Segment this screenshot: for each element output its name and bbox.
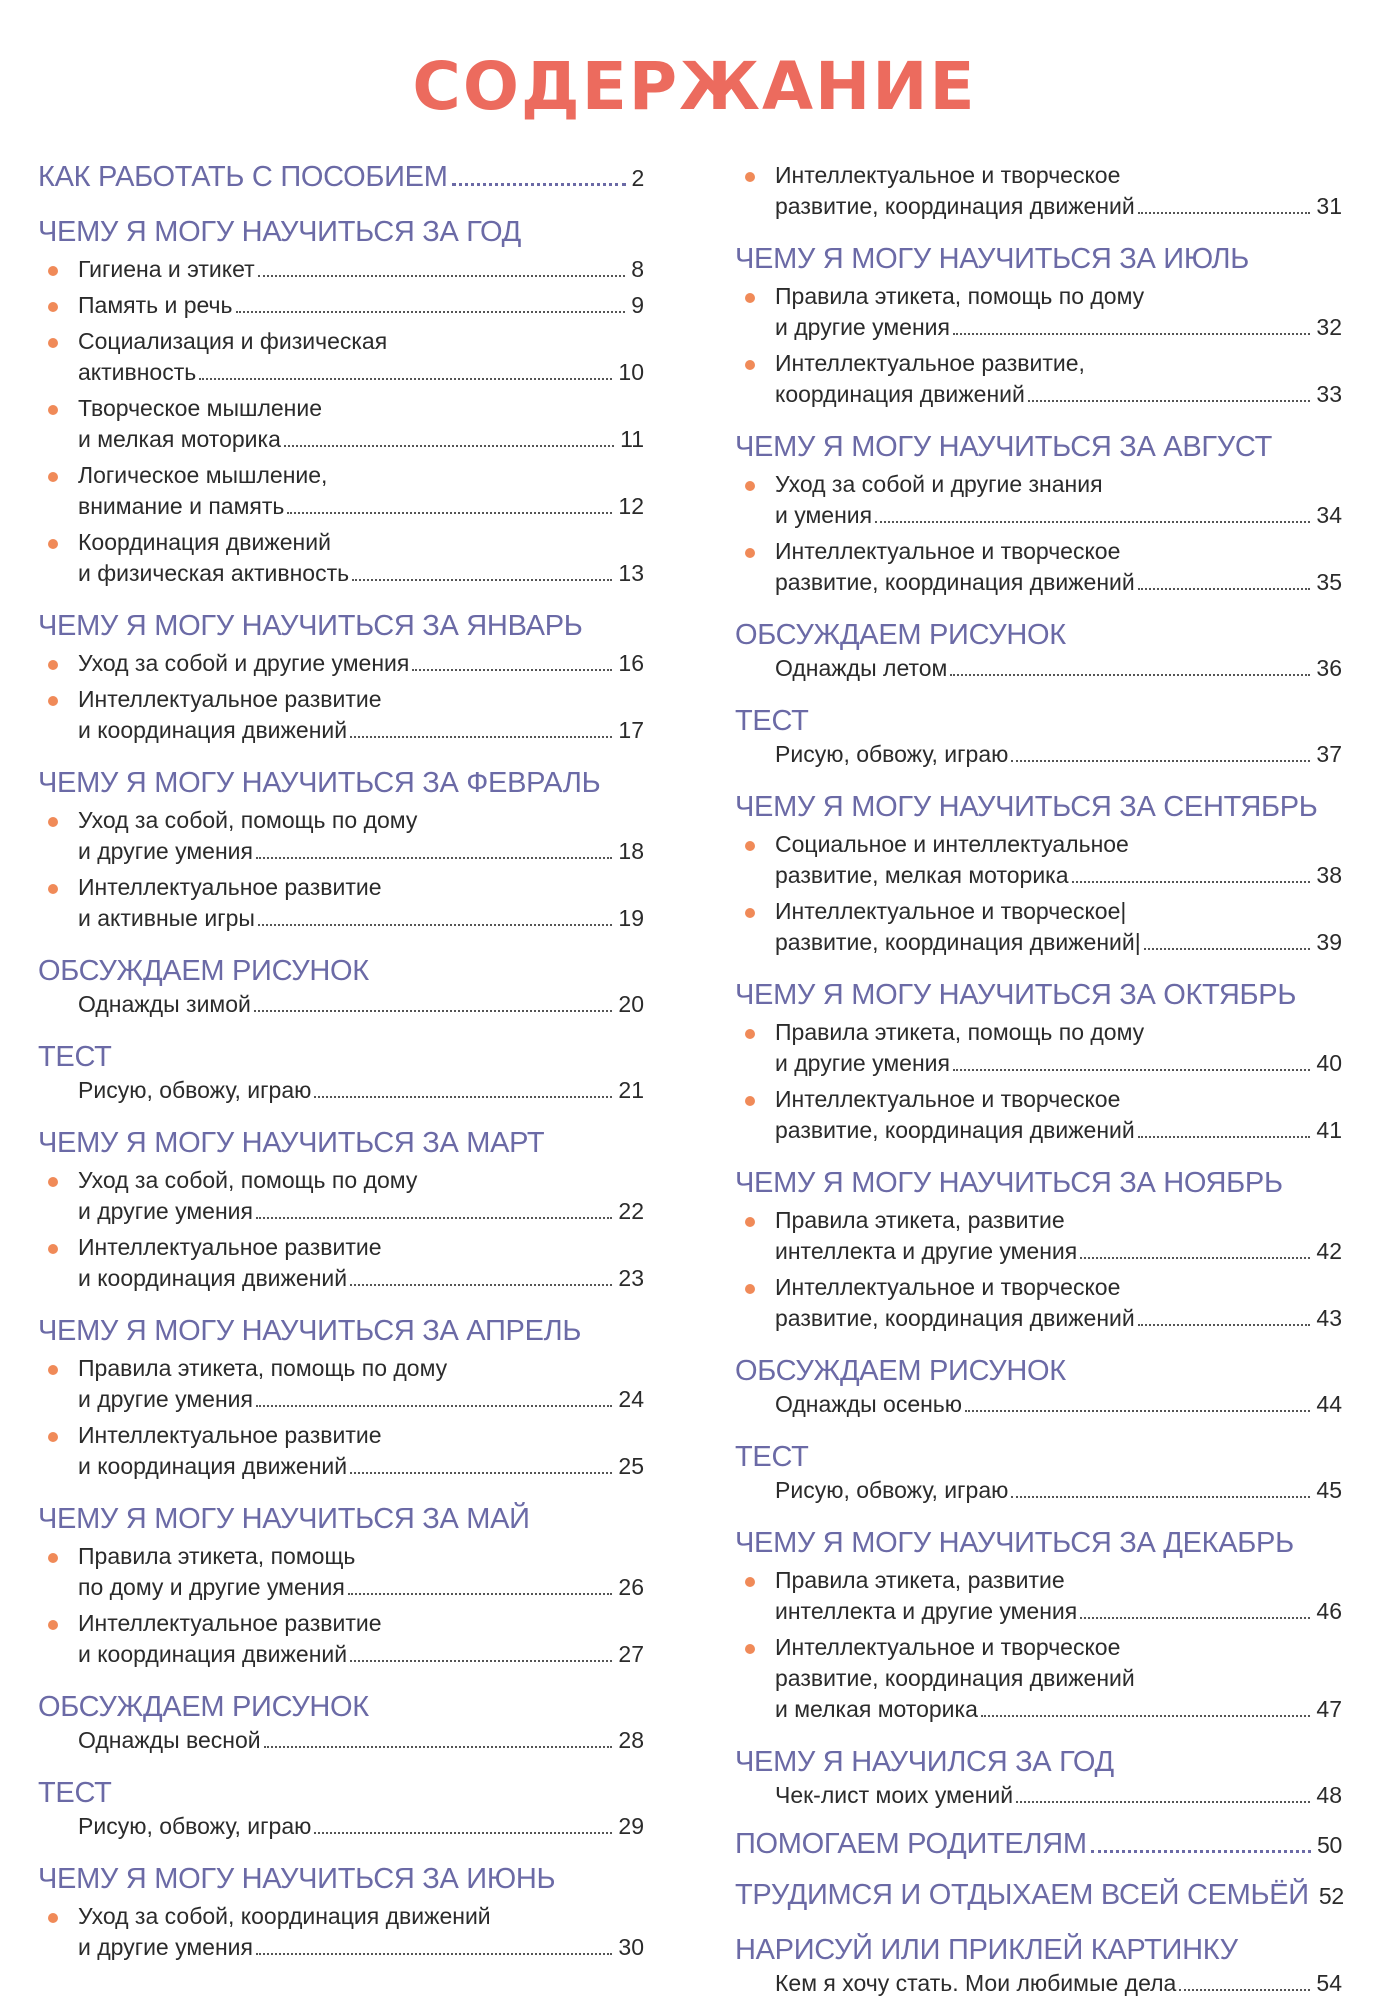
entry-last-line [775, 1303, 1342, 1334]
page-number: 45 [1316, 1477, 1342, 1503]
page-number: 20 [618, 991, 644, 1017]
page-number: 43 [1316, 1305, 1342, 1331]
entry-text-line: Социализация и физическая [78, 328, 388, 354]
entry-text: по дому и другие умения [78, 1574, 345, 1600]
entry-text: Кем я хочу стать. Мои любимые дела [775, 1970, 1177, 1996]
entry-last-line [78, 491, 644, 522]
entry-text-line: Интеллектуальное и творческое [775, 1274, 1121, 1300]
bullet-dot-icon [745, 1284, 755, 1294]
section-heading[interactable]: ТЕСТ [38, 1777, 112, 1809]
page-number: 31 [1316, 193, 1342, 219]
toc-entry[interactable] [38, 872, 644, 934]
section-heading-link[interactable] [38, 160, 644, 195]
page-number: 23 [618, 1265, 644, 1291]
entry-last-line [78, 715, 644, 746]
bullet-dot-icon [745, 548, 755, 558]
toc-entry[interactable] [38, 684, 644, 746]
entry-text: Рисую, обвожу, играю [775, 741, 1009, 767]
entry-text: развитие, координация движений [775, 1117, 1135, 1143]
entry-text: и мелкая моторика [775, 1696, 978, 1722]
entry-text-line: Правила этикета, развитие [775, 1207, 1065, 1233]
dot-leader [981, 1715, 1311, 1717]
page-number: 36 [1316, 655, 1342, 681]
dot-leader [1144, 948, 1311, 950]
bullet-dot-icon [745, 481, 755, 491]
entry-text-line: Правила этикета, помощь по дому [78, 1355, 448, 1381]
entry-last-line [78, 424, 644, 455]
entry-text-line: Интеллектуальное и творческое| [775, 898, 1127, 924]
page-number: 41 [1316, 1117, 1342, 1143]
dot-leader [1138, 1136, 1311, 1138]
section-heading[interactable]: НАРИСУЙ ИЛИ ПРИКЛЕЙ КАРТИНКУ [735, 1934, 1238, 1966]
page-number: 44 [1316, 1391, 1342, 1417]
toc-entry[interactable] [38, 1541, 644, 1603]
bullet-dot-icon [48, 696, 58, 706]
entry-text: и другие умения [775, 1050, 950, 1076]
toc-left-column [38, 160, 644, 1963]
entry-text-line: Координация движений [78, 529, 331, 555]
bullet-dot-icon [48, 405, 58, 415]
page-number: 11 [620, 426, 644, 452]
dot-leader [256, 1405, 612, 1407]
page-number: 9 [631, 292, 644, 318]
toc-subentry[interactable] [735, 1389, 1342, 1420]
entry-last-line [78, 836, 644, 867]
entry-last-line [775, 379, 1342, 410]
entry-text: интеллекта и другие умения [775, 1598, 1078, 1624]
toc-entry[interactable] [735, 896, 1342, 958]
entry-last-line [775, 927, 1342, 958]
entry-text: Память и речь [78, 292, 233, 318]
entry-last-line [78, 558, 644, 589]
bullet-dot-icon [745, 1096, 755, 1106]
entry-last-line [78, 1075, 644, 1106]
entry-last-line [78, 903, 644, 934]
entry-last-line [78, 1811, 644, 1842]
entry-text: Рисую, обвожу, играю [78, 1077, 312, 1103]
section-heading[interactable]: ЧЕМУ Я МОГУ НАУЧИТЬСЯ ЗА ИЮНЬ [38, 1863, 556, 1895]
page-number: 28 [618, 1727, 644, 1753]
toc-entry[interactable] [38, 1420, 644, 1482]
entry-text: и координация движений [78, 1641, 348, 1667]
dot-leader [965, 1410, 1310, 1412]
bullet-dot-icon [48, 302, 58, 312]
entry-text: развитие, координация движений [775, 569, 1135, 595]
entry-text-line: Интеллектуальное развитие [78, 1610, 382, 1636]
entry-last-line [775, 653, 1342, 684]
entry-text: Рисую, обвожу, играю [775, 1477, 1009, 1503]
dot-leader [950, 674, 1310, 676]
dot-leader [875, 521, 1310, 523]
page-number: 54 [1316, 1970, 1342, 1996]
section-heading[interactable]: ЧЕМУ Я МОГУ НАУЧИТЬСЯ ЗА ЯНВАРЬ [38, 610, 583, 642]
page-title: СОДЕРЖАНИЕ [412, 48, 977, 125]
entry-last-line [78, 989, 644, 1020]
dot-leader [1028, 400, 1311, 402]
entry-text: внимание и память [78, 493, 285, 519]
dot-leader [264, 1746, 613, 1748]
entry-text: и физическая активность [78, 560, 350, 586]
entry-text-line: Правила этикета, помощь по дому [775, 283, 1145, 309]
bullet-dot-icon [745, 1029, 755, 1039]
section-heading[interactable]: ОБСУЖДАЕМ РИСУНОК [38, 1691, 369, 1723]
section-heading[interactable]: ЧЕМУ Я НАУЧИЛСЯ ЗА ГОД [735, 1746, 1114, 1778]
page-number: 37 [1316, 741, 1342, 767]
page-number: 33 [1316, 381, 1342, 407]
entry-text: Уход за собой и другие умения [78, 650, 410, 676]
dot-leader [1011, 760, 1310, 762]
dot-leader [953, 333, 1310, 335]
bullet-dot-icon [745, 172, 755, 182]
dot-leader [287, 512, 612, 514]
entry-text: Однажды зимой [78, 991, 251, 1017]
entry-last-line [775, 1048, 1342, 1079]
section-heading[interactable]: ОБСУЖДАЕМ РИСУНОК [735, 1355, 1066, 1387]
toc-entry[interactable] [735, 160, 1342, 222]
bullet-dot-icon [48, 1553, 58, 1563]
section-heading-link[interactable] [735, 1827, 1342, 1862]
section-heading[interactable]: ЧЕМУ Я МОГУ НАУЧИТЬСЯ ЗА СЕНТЯБРЬ [735, 791, 1318, 823]
entry-text-line: Уход за собой и другие знания [775, 471, 1103, 497]
page-number: 47 [1316, 1696, 1342, 1722]
page-number: 25 [618, 1453, 644, 1479]
dot-leader [258, 924, 612, 926]
dot-leader [1016, 1801, 1310, 1803]
bullet-dot-icon [48, 472, 58, 482]
entry-text: и координация движений [78, 1453, 348, 1479]
bullet-dot-icon [48, 1913, 58, 1923]
section-heading[interactable]: ТЕСТ [735, 705, 809, 737]
dot-leader [1072, 881, 1311, 883]
entry-text-line: Творческое мышление [78, 395, 322, 421]
entry-text: и другие умения [775, 314, 950, 340]
page-number: 19 [618, 905, 644, 931]
bullet-dot-icon [48, 1620, 58, 1630]
page-number: 13 [618, 560, 644, 586]
toc-subentry[interactable] [38, 1075, 644, 1106]
toc-right-column [735, 160, 1342, 1999]
dot-leader [256, 857, 612, 859]
page-number: 16 [618, 650, 644, 676]
entry-last-line [775, 500, 1342, 531]
page-number: 35 [1316, 569, 1342, 595]
toc-entry[interactable] [38, 254, 644, 285]
page-number: 42 [1316, 1238, 1342, 1264]
entry-text-line: Правила этикета, помощь [78, 1543, 356, 1569]
toc-entry[interactable] [735, 1205, 1342, 1267]
toc-entry[interactable] [735, 1565, 1342, 1627]
entry-last-line [775, 1596, 1342, 1627]
section-heading[interactable]: ОБСУЖДАЕМ РИСУНОК [735, 619, 1066, 651]
section-heading[interactable]: ЧЕМУ Я МОГУ НАУЧИТЬСЯ ЗА МАЙ [38, 1503, 530, 1535]
toc-subentry[interactable] [735, 1968, 1342, 1999]
dot-leader [452, 183, 626, 186]
page-number: 38 [1316, 862, 1342, 888]
entry-last-line [78, 1263, 644, 1294]
dot-leader [256, 1953, 612, 1955]
entry-text: и другие умения [78, 1934, 253, 1960]
page-number: 17 [618, 717, 644, 743]
entry-text-line: Правила этикета, помощь по дому [775, 1019, 1145, 1045]
entry-text: и умения [775, 502, 873, 528]
bullet-dot-icon [48, 338, 58, 348]
section-heading[interactable]: ЧЕМУ Я МОГУ НАУЧИТЬСЯ ЗА АВГУСТ [735, 431, 1272, 463]
toc-entry[interactable] [735, 281, 1342, 343]
entry-last-line [78, 254, 644, 285]
toc-subentry[interactable] [735, 739, 1342, 770]
entry-text: и координация движений [78, 717, 348, 743]
entry-last-line [775, 567, 1342, 598]
entry-last-line [775, 1389, 1342, 1420]
dot-leader [348, 1593, 613, 1595]
toc-entry[interactable] [38, 1608, 644, 1670]
toc-entry[interactable] [38, 648, 644, 679]
entry-last-line [78, 648, 644, 679]
entry-text-line: Интеллектуальное развитие [78, 1422, 382, 1448]
entry-text-line: Правила этикета, развитие [775, 1567, 1065, 1593]
page-number: 50 [1317, 1832, 1342, 1858]
section-heading[interactable]: ЧЕМУ Я МОГУ НАУЧИТЬСЯ ЗА МАРТ [38, 1127, 545, 1159]
dot-leader [254, 1010, 613, 1012]
entry-last-line [78, 1572, 644, 1603]
dot-leader [1080, 1617, 1310, 1619]
toc-entry[interactable] [38, 805, 644, 867]
bullet-dot-icon [745, 293, 755, 303]
page-number: 34 [1316, 502, 1342, 528]
toc-entry[interactable] [735, 1272, 1342, 1334]
entry-text: Чек-лист моих умений [775, 1782, 1014, 1808]
toc-subentry[interactable] [735, 1780, 1342, 1811]
dot-leader [412, 669, 612, 671]
toc-entry[interactable] [38, 527, 644, 589]
entry-last-line [78, 1932, 644, 1963]
toc-subentry[interactable] [38, 1811, 644, 1842]
entry-last-line [775, 1780, 1342, 1811]
section-heading[interactable]: ЧЕМУ Я МОГУ НАУЧИТЬСЯ ЗА АПРЕЛЬ [38, 1315, 582, 1347]
dot-leader [256, 1217, 612, 1219]
bullet-dot-icon [48, 817, 58, 827]
toc-subentry[interactable] [38, 1725, 644, 1756]
page-number: 40 [1316, 1050, 1342, 1076]
entry-text: Однажды осенью [775, 1391, 963, 1417]
page-number: 18 [618, 838, 644, 864]
entry-text: и другие умения [78, 1198, 253, 1224]
toc-entry[interactable] [38, 326, 644, 388]
page-number: 27 [618, 1641, 644, 1667]
entry-last-line [78, 1196, 644, 1227]
entry-last-line [78, 1639, 644, 1670]
entry-last-line [775, 860, 1342, 891]
entry-text: Рисую, обвожу, играю [78, 1813, 312, 1839]
page-number: 48 [1316, 1782, 1342, 1808]
entry-text-line: Интеллектуальное развитие [78, 1234, 382, 1260]
dot-leader [199, 378, 612, 380]
entry-text: развитие, мелкая моторика [775, 862, 1069, 888]
section-heading[interactable]: ТЕСТ [38, 1041, 112, 1073]
section-heading[interactable]: ЧЕМУ Я МОГУ НАУЧИТЬСЯ ЗА НОЯБРЬ [735, 1167, 1283, 1199]
bullet-dot-icon [48, 266, 58, 276]
entry-text-line: Уход за собой, координация движений [78, 1903, 491, 1929]
toc-entry[interactable] [38, 1901, 644, 1963]
entry-text: Однажды летом [775, 655, 948, 681]
toc-entry[interactable] [38, 393, 644, 455]
entry-last-line [775, 1968, 1342, 1999]
page-number: 30 [618, 1934, 644, 1960]
toc-entry[interactable] [735, 348, 1342, 410]
page-number: 8 [631, 256, 644, 282]
entry-text: интеллекта и другие умения [775, 1238, 1078, 1264]
entry-text-line: Интеллектуальное и творческое [775, 538, 1121, 564]
page-number: 24 [618, 1386, 644, 1412]
bullet-dot-icon [745, 1577, 755, 1587]
entry-text: и другие умения [78, 838, 253, 864]
entry-last-line [775, 739, 1342, 770]
section-heading-text: ТРУДИМСЯ И ОТДЫХАЕМ ВСЕЙ СЕМЬЁЙ [735, 1879, 1309, 1911]
toc-subentry[interactable] [735, 653, 1342, 684]
page-number: 22 [618, 1198, 644, 1224]
entry-text: и активные игры [78, 905, 255, 931]
bullet-dot-icon [745, 360, 755, 370]
bullet-dot-icon [48, 1365, 58, 1375]
entry-text: активность [78, 359, 197, 385]
dot-leader [1138, 212, 1311, 214]
dot-leader [314, 1832, 612, 1834]
entry-text-line: Уход за собой, помощь по дому [78, 1167, 418, 1193]
section-heading-link[interactable] [735, 1878, 1342, 1913]
toc-entry[interactable] [735, 829, 1342, 891]
bullet-dot-icon [48, 1432, 58, 1442]
bullet-dot-icon [48, 539, 58, 549]
entry-text-line: Логическое мышление, [78, 462, 328, 488]
dot-leader [1011, 1496, 1310, 1498]
entry-text-line: Интеллектуальное развитие [78, 686, 382, 712]
section-heading[interactable]: ЧЕМУ Я МОГУ НАУЧИТЬСЯ ЗА ДЕКАБРЬ [735, 1527, 1294, 1559]
bullet-dot-icon [745, 908, 755, 918]
dot-leader [953, 1069, 1310, 1071]
page-number: 39 [1316, 929, 1342, 955]
toc-subentry[interactable] [735, 1475, 1342, 1506]
section-heading[interactable]: ОБСУЖДАЕМ РИСУНОК [38, 955, 369, 987]
entry-last-line [78, 1451, 644, 1482]
toc-subentry[interactable] [38, 989, 644, 1020]
bullet-dot-icon [745, 1644, 755, 1654]
dot-leader [1091, 1850, 1311, 1853]
entry-text: развитие, координация движений| [775, 929, 1141, 955]
page-number: 52 [1318, 1883, 1344, 1909]
section-heading[interactable]: ЧЕМУ Я МОГУ НАУЧИТЬСЯ ЗА ФЕВРАЛЬ [38, 767, 601, 799]
section-heading-text: ПОМОГАЕМ РОДИТЕЛЯМ [735, 1828, 1087, 1860]
page-number: 32 [1316, 314, 1342, 340]
entry-text-line: развитие, координация движений [775, 1665, 1135, 1691]
toc-entry[interactable] [735, 536, 1342, 598]
dot-leader [314, 1096, 612, 1098]
toc-entry[interactable] [38, 1165, 644, 1227]
toc-entry[interactable] [38, 1232, 644, 1294]
entry-last-line [775, 1475, 1342, 1506]
entry-last-line [775, 1694, 1342, 1725]
dot-leader [1138, 588, 1311, 590]
entry-text: и мелкая моторика [78, 426, 281, 452]
entry-text-line: Интеллектуальное и творческое [775, 1634, 1121, 1660]
entry-last-line [78, 290, 644, 321]
page-number: 12 [618, 493, 644, 519]
page-number: 10 [618, 359, 644, 385]
entry-text: и другие умения [78, 1386, 253, 1412]
page-number: 26 [618, 1574, 644, 1600]
entry-last-line [78, 357, 644, 388]
entry-text: Гигиена и этикет [78, 256, 255, 282]
entry-last-line [775, 1236, 1342, 1267]
bullet-dot-icon [48, 1244, 58, 1254]
entry-text: Однажды весной [78, 1727, 261, 1753]
bullet-dot-icon [48, 884, 58, 894]
entry-text: развитие, координация движений [775, 1305, 1135, 1331]
entry-text-line: Интеллектуальное развитие [78, 874, 382, 900]
entry-text: развитие, координация движений [775, 193, 1135, 219]
entry-text-line: Интеллектуальное и творческое [775, 1086, 1121, 1112]
entry-text: координация движений [775, 381, 1025, 407]
section-heading-text: КАК РАБОТАТЬ С ПОСОБИЕМ [38, 161, 448, 193]
page-number: 46 [1316, 1598, 1342, 1624]
toc-entry[interactable] [735, 1632, 1342, 1725]
page-number: 2 [631, 165, 644, 191]
entry-last-line [775, 312, 1342, 343]
bullet-dot-icon [745, 841, 755, 851]
section-heading[interactable]: ЧЕМУ Я МОГУ НАУЧИТЬСЯ ЗА ИЮЛЬ [735, 243, 1249, 275]
entry-text-line: Интеллектуальное и творческое [775, 162, 1121, 188]
entry-last-line [78, 1384, 644, 1415]
dot-leader [1179, 1989, 1310, 1991]
toc-entry[interactable] [735, 1017, 1342, 1079]
toc-entry[interactable] [38, 460, 644, 522]
toc-entry[interactable] [735, 1084, 1342, 1146]
dot-leader [350, 1660, 612, 1662]
dot-leader [236, 311, 626, 313]
entry-text-line: Интеллектуальное развитие, [775, 350, 1085, 376]
entry-text-line: Уход за собой, помощь по дому [78, 807, 418, 833]
entry-last-line [78, 1725, 644, 1756]
dot-leader [350, 736, 612, 738]
bullet-dot-icon [48, 1177, 58, 1187]
toc-entry[interactable] [735, 469, 1342, 531]
dot-leader [1138, 1324, 1311, 1326]
dot-leader [352, 579, 612, 581]
page-number: 21 [618, 1077, 644, 1103]
bullet-dot-icon [745, 1217, 755, 1227]
toc-entry[interactable] [38, 290, 644, 321]
entry-text-line: Социальное и интеллектуальное [775, 831, 1129, 857]
dot-leader [284, 445, 614, 447]
dot-leader [258, 275, 626, 277]
entry-text: и координация движений [78, 1265, 348, 1291]
page-number: 29 [618, 1813, 644, 1839]
toc-entry[interactable] [38, 1353, 644, 1415]
entry-last-line [775, 191, 1342, 222]
section-heading[interactable]: ЧЕМУ Я МОГУ НАУЧИТЬСЯ ЗА ОКТЯБРЬ [735, 979, 1297, 1011]
dot-leader [1080, 1257, 1310, 1259]
section-heading[interactable]: ТЕСТ [735, 1441, 809, 1473]
bullet-dot-icon [48, 660, 58, 670]
entry-last-line [775, 1115, 1342, 1146]
dot-leader [350, 1284, 612, 1286]
section-heading[interactable]: ЧЕМУ Я МОГУ НАУЧИТЬСЯ ЗА ГОД [38, 216, 522, 248]
dot-leader [350, 1472, 612, 1474]
